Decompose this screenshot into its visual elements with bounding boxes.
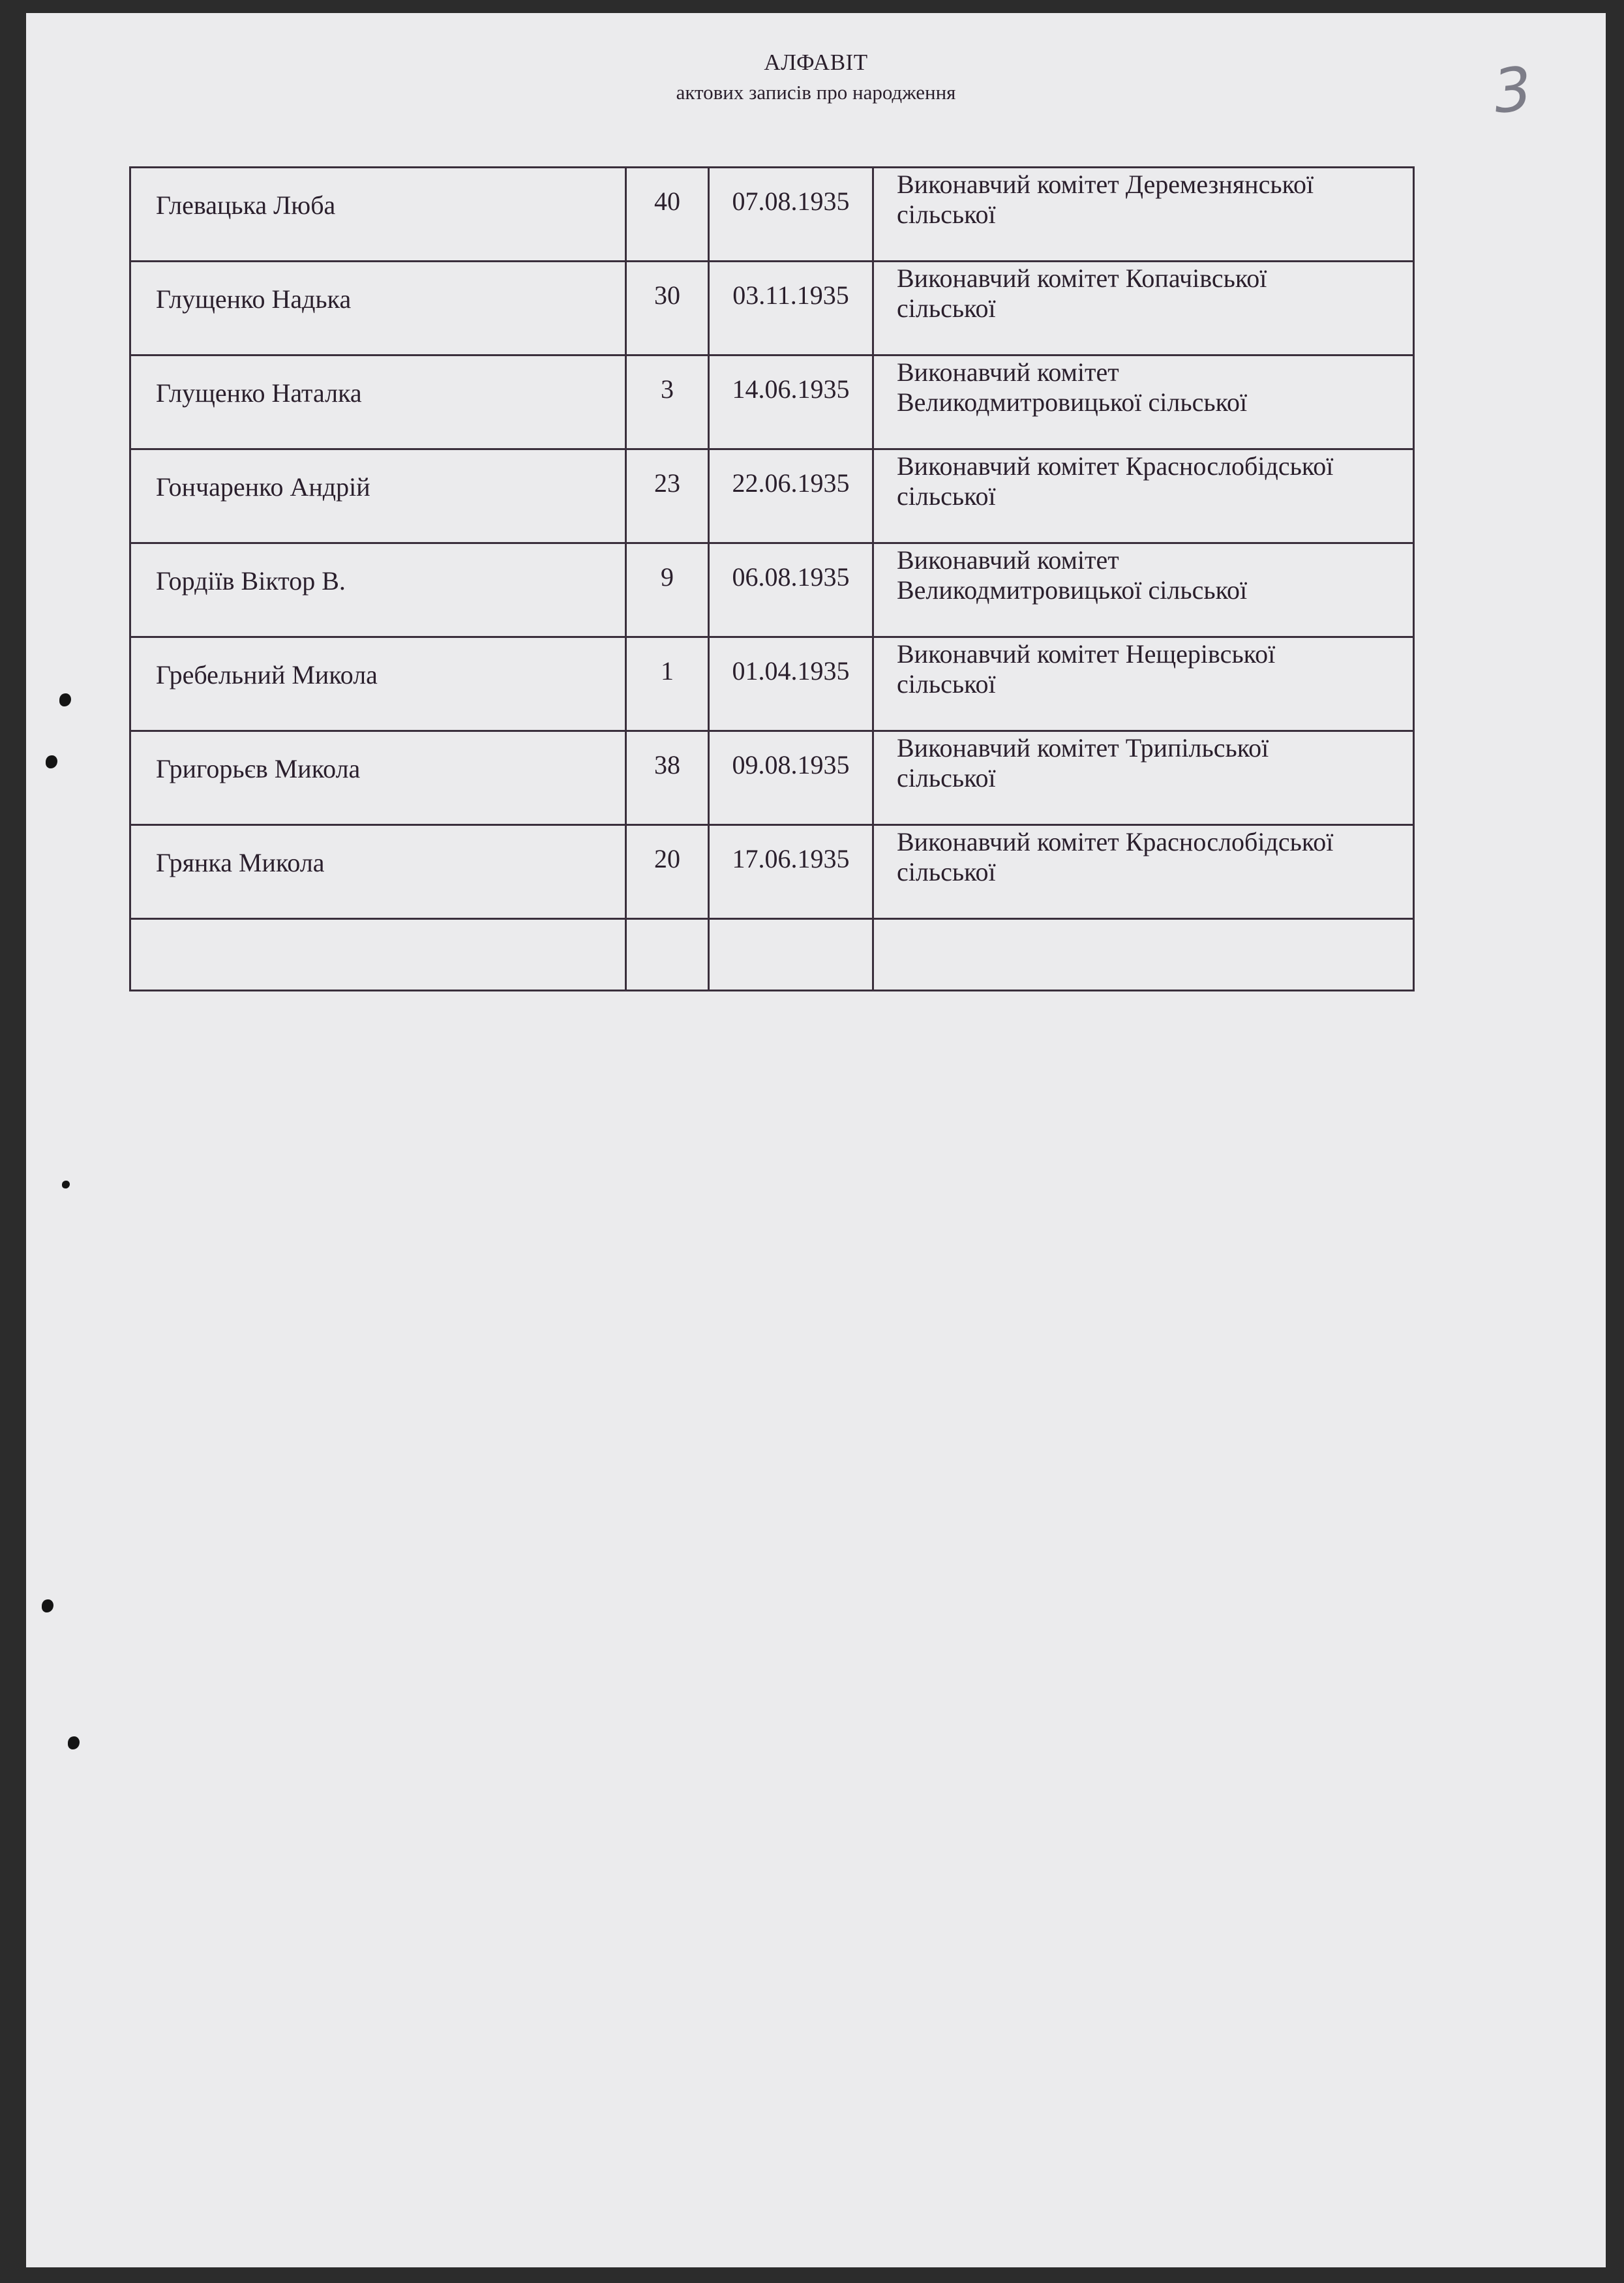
record-date: 03.11.1935: [709, 262, 873, 355]
registry-office-line1: Виконавчий комітет Копачівської: [897, 264, 1267, 293]
document-sheet: [26, 13, 1606, 2267]
record-number: 20: [626, 825, 709, 919]
empty-table-row: [130, 919, 1414, 991]
document-subtitle: актових записів про народження: [676, 81, 956, 104]
registry-office-line1: Виконавчий комітет Нещерівської: [897, 639, 1276, 669]
registry-office-line2: сільської: [897, 200, 996, 229]
registry-office: [873, 543, 1414, 637]
record-date: 06.08.1935: [709, 543, 873, 637]
registry-office: [873, 637, 1414, 731]
registry-office-line1: Виконавчий комітет Деремезнянської: [897, 170, 1314, 199]
empty-cell: [130, 919, 626, 991]
registry-office-line1: Виконавчий комітет: [897, 357, 1119, 387]
registry-office-line1: Виконавчий комітет: [897, 545, 1119, 575]
record-number: 30: [626, 262, 709, 355]
registry-office-line1: Виконавчий комітет Трипільської: [897, 733, 1269, 763]
table-row: [130, 543, 1414, 637]
registry-office-line2: сільської: [897, 857, 996, 886]
person-name: Грянка Микола: [130, 825, 626, 919]
punch-hole-mark: [46, 755, 57, 768]
person-name: Глущенко Надька: [130, 262, 626, 355]
record-date: 07.08.1935: [709, 168, 873, 262]
registry-office-line2: сільської: [897, 669, 996, 699]
punch-hole-mark: [42, 1599, 53, 1612]
document-title: АЛФАВІТ: [764, 50, 868, 75]
registry-office: [873, 731, 1414, 825]
person-name: Гончаренко Андрій: [130, 449, 626, 543]
empty-cell: [709, 919, 873, 991]
record-date: 14.06.1935: [709, 355, 873, 449]
registry-office: [873, 262, 1414, 355]
registry-office: [873, 168, 1414, 262]
punch-hole-mark: [68, 1736, 80, 1749]
record-number: 3: [626, 355, 709, 449]
registry-office-line1: Виконавчий комітет Краснослобідської: [897, 451, 1334, 481]
table-row: [130, 637, 1414, 731]
record-date: 01.04.1935: [709, 637, 873, 731]
table-row: [130, 168, 1414, 262]
registry-office-line2: сільської: [897, 763, 996, 793]
registry-office: [873, 449, 1414, 543]
registry-office: [873, 355, 1414, 449]
table-row: [130, 825, 1414, 919]
registry-office-line2: Великодмитровицької сільської: [897, 575, 1248, 605]
punch-hole-mark: [62, 1181, 70, 1188]
record-date: 22.06.1935: [709, 449, 873, 543]
handwritten-page-number: 3: [1490, 53, 1535, 127]
record-date: 17.06.1935: [709, 825, 873, 919]
empty-cell: [873, 919, 1414, 991]
registry-office-line2: Великодмитровицької сільської: [897, 387, 1248, 417]
registry-office-line2: сільської: [897, 481, 996, 511]
person-name: Григорьєв Микола: [130, 731, 626, 825]
registry-office: [873, 825, 1414, 919]
person-name: Глевацька Люба: [130, 168, 626, 262]
empty-cell: [626, 919, 709, 991]
birth-records-table: [129, 166, 1415, 991]
record-number: 38: [626, 731, 709, 825]
person-name: Глущенко Наталка: [130, 355, 626, 449]
registry-office-line1: Виконавчий комітет Краснослобідської: [897, 827, 1334, 856]
person-name: Гордіїв Віктор В.: [130, 543, 626, 637]
table-row: [130, 262, 1414, 355]
record-number: 9: [626, 543, 709, 637]
registry-office-line2: сільської: [897, 294, 996, 323]
record-number: 40: [626, 168, 709, 262]
record-number: 1: [626, 637, 709, 731]
punch-hole-mark: [59, 693, 71, 706]
table-row: [130, 449, 1414, 543]
record-date: 09.08.1935: [709, 731, 873, 825]
table-row: [130, 731, 1414, 825]
record-number: 23: [626, 449, 709, 543]
person-name: Гребельний Микола: [130, 637, 626, 731]
table-row: [130, 355, 1414, 449]
